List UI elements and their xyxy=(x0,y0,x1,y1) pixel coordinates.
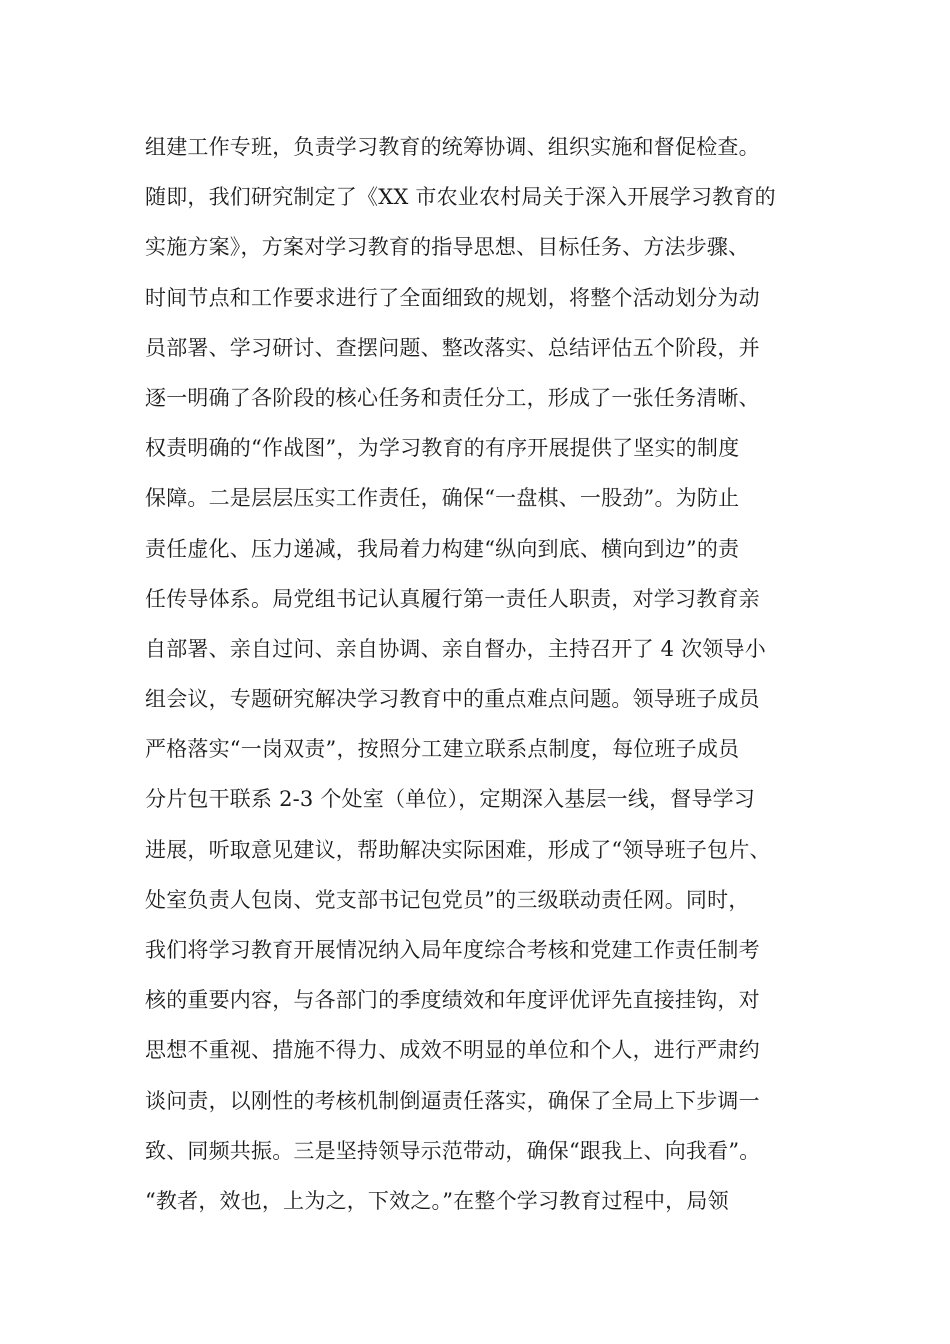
text-line-3: 实施方案》，方案对学习教育的指导思想、目标任务、方法步骤、 xyxy=(145,235,750,260)
text-line-9: 责任虚化、压力递减，我局着力构建“纵向到底、横向到边”的责 xyxy=(145,536,740,561)
text-line-18: 核的重要内容，与各部门的季度绩效和年度评优评先直接挂钩，对 xyxy=(145,988,760,1013)
text-line-19: 思想不重视、措施不得力、成效不明显的单位和个人，进行严肃约 xyxy=(145,1038,760,1063)
text-line-2: 随即，我们研究制定了《XX 市农业农村局关于深入开展学习教育的 xyxy=(145,185,776,210)
text-line-7: 权责明确的“作战图”，为学习教育的有序开展提供了坚实的制度 xyxy=(145,436,740,461)
text-line-11: 自部署、亲自过问、亲自协调、亲自督办，主持召开了 4 次领导小 xyxy=(145,636,766,661)
text-line-14: 分片包干联系 2-3 个处室（单位），定期深入基层一线，督导学习 xyxy=(145,787,756,812)
text-line-15: 进展，听取意见建议，帮助解决实际困难，形成了“领导班子包片、 xyxy=(145,837,771,862)
text-line-1: 组建工作专班，负责学习教育的统筹协调、组织实施和督促检查。 xyxy=(145,135,760,159)
text-line-13: 严格落实“一岗双责”，按照分工建立联系点制度，每位班子成员 xyxy=(145,737,740,762)
text-line-20: 谈问责，以刚性的考核机制倒逼责任落实，确保了全局上下步调一 xyxy=(145,1088,760,1113)
text-line-6: 逐一明确了各阶段的核心任务和责任分工，形成了一张任务清晰、 xyxy=(145,385,760,410)
text-line-22: “教者，效也，上为之，下效之。”在整个学习教育过程中，局领 xyxy=(145,1188,729,1213)
text-line-4: 时间节点和工作要求进行了全面细致的规划，将整个活动划分为动 xyxy=(145,285,760,310)
body-text xyxy=(145,122,835,1226)
text-line-8: 保障。二是层层压实工作责任，确保“一盘棋、一股劲”。为防止 xyxy=(145,486,740,511)
text-line-17: 我们将学习教育开展情况纳入局年度综合考核和党建工作责任制考 xyxy=(145,938,760,962)
text-line-12: 组会议，专题研究解决学习教育中的重点难点问题。领导班子成员 xyxy=(145,687,760,712)
text-line-16: 处室负责人包岗、党支部书记包党员”的三级联动责任网。同时， xyxy=(145,887,750,912)
text-line-5: 员部署、学习研讨、查摆问题、整改落实、总结评估五个阶段，并 xyxy=(145,335,760,360)
text-line-10: 任传导体系。局党组书记认真履行第一责任人职责，对学习教育亲 xyxy=(145,586,760,611)
text-line-21: 致、同频共振。三是坚持领导示范带动，确保“跟我上、向我看”。 xyxy=(145,1138,761,1163)
